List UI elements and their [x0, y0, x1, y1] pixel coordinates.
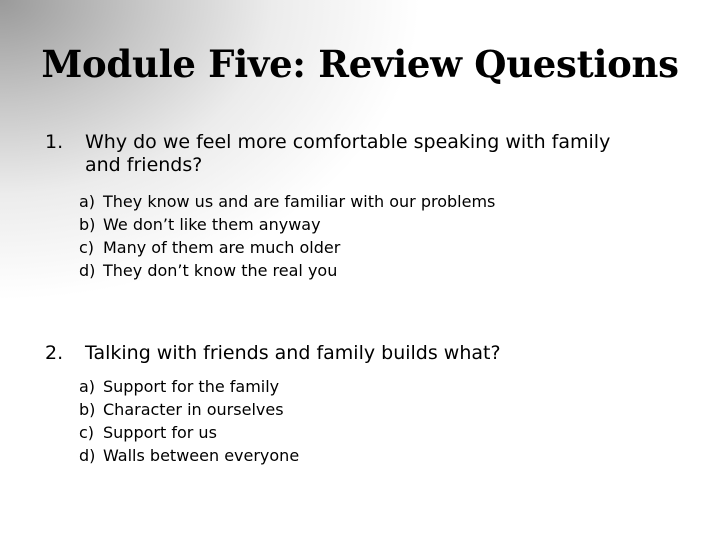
- option-c: c) Support for us: [79, 423, 217, 442]
- option-a: a) They know us and are familiar with our problems: [79, 192, 496, 211]
- slide-title: Module Five: Review Questions: [41, 42, 679, 86]
- option-d: d) They don’t know the real you: [79, 261, 338, 280]
- question-number: 1.: [45, 131, 64, 153]
- option-d: d) Walls between everyone: [79, 446, 300, 465]
- option-c: c) Many of them are much older: [79, 238, 341, 257]
- question-1-options: [79, 190, 639, 282]
- question-text: Why do we feel more comfortable speaking with family and friends?: [85, 131, 611, 176]
- question-2-options: [79, 375, 639, 467]
- question-text: Talking with friends and family builds what?: [85, 342, 501, 364]
- question-number: 2.: [45, 342, 64, 364]
- option-b: b) We don’t like them anyway: [79, 215, 321, 234]
- option-a: a) Support for the family: [79, 377, 280, 396]
- option-b: b) Character in ourselves: [79, 400, 284, 419]
